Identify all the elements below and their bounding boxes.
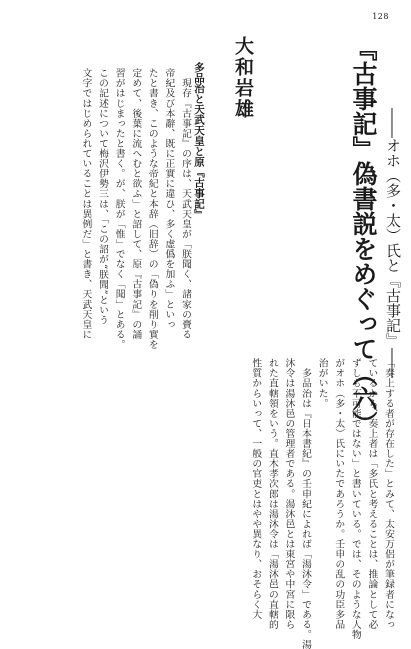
text-line: れた直轄領をいう。直木孝次郎は湯沐令は「湯沐邑の直轄的 xyxy=(266,358,278,630)
text-line: 定めて、後葉に流へむと欲ふ」と詔して、原『古事記』の誦 xyxy=(130,68,142,340)
text-line: 多品治は『日本書紀』の壬申紀によれば「湯沐令」である。湯 xyxy=(300,358,312,649)
body-text-lower xyxy=(247,358,396,649)
text-line: 「奏上する者が存在した」とみて、太安万侶が筆録者になっ xyxy=(383,358,394,630)
text-line: 性質からいって、一般の官吏とはやや異なり、おそらく大 xyxy=(250,358,262,620)
body-text-upper xyxy=(77,68,193,349)
text-line: 沐令は湯沐邑の管理者である。湯沐邑とは東宮や中宮に限ら xyxy=(283,358,295,630)
text-line: たと書き、このような帝紀と本辞（旧辞）の「偽りを削り實を xyxy=(146,68,158,350)
section-heading: 多品治と天武天皇と原『古事記』 xyxy=(193,62,205,220)
text-line: 文字ではじめられていることは異例だ」と書き、天武天皇に xyxy=(80,68,92,340)
text-line: 治がいた。 xyxy=(316,358,328,409)
text-line: ずしも不可能ではない」と書いている。では、そのような人物 xyxy=(349,358,361,640)
text-line: この記述について梅沢伊勢三は、「この詔が“朕聞”という xyxy=(97,68,109,325)
article-subtitle: ――オホ（多・太）氏と『古事記』―― xyxy=(384,108,402,378)
author-name: 大和岩雄 xyxy=(232,36,254,120)
page-number: 128 xyxy=(372,12,389,21)
article-title: 『古事記』偽書説をめぐって（六） xyxy=(349,36,378,436)
text-line: 帝紀及び本辭、既に正實に違ひ、多く虚僞を加ふ」といっ xyxy=(163,68,175,330)
tier-divider xyxy=(22,352,400,353)
text-line: 習がはじまったと書く。が、朕が「惟」でなく「聞」とある。 xyxy=(113,68,125,350)
text-line: がオホ（多・太）氏にいたであろうか。壬申の乱の功臣多品 xyxy=(333,358,345,630)
text-line: ているから、奏上者は「多氏と考えることは、推論として必 xyxy=(366,358,378,630)
text-line: 現存『古事記』の序は、天武天皇が「朕聞く、諸家の賷る xyxy=(180,68,191,340)
